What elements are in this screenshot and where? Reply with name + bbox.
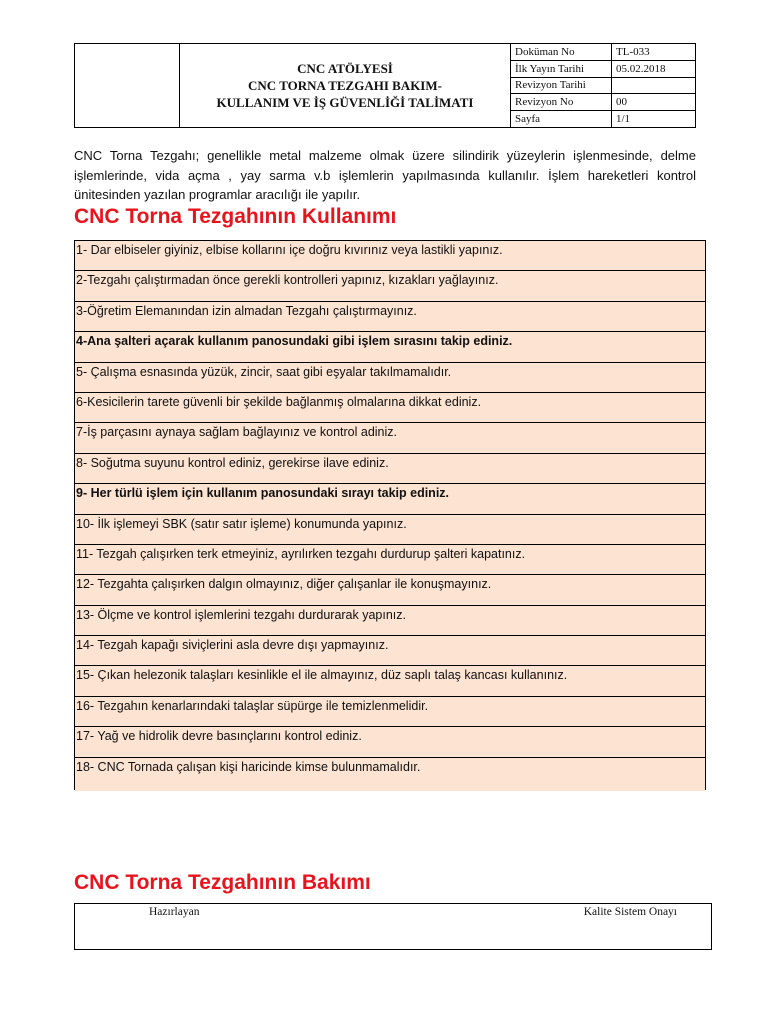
rule-row: 17- Yağ ve hidrolik devre basınçlarını kontrol ediniz. (75, 727, 705, 757)
meta-label: Revizyon Tarihi (511, 78, 612, 94)
meta-row (511, 111, 695, 127)
rule-row: 5- Çalışma esnasında yüzük, zincir, saat gibi eşyalar takılmamalıdır. (75, 363, 705, 393)
meta-row (511, 61, 695, 78)
title-line-3: KULLANIM VE İŞ GÜVENLİĞİ TALİMATI (216, 95, 474, 110)
approval-label: Kalite Sistem Onayı (583, 906, 677, 918)
maintenance-section-title: CNC Torna Tezgahının Bakımı (74, 871, 371, 894)
title-line-1: CNC ATÖLYESİ (297, 61, 393, 76)
intro-paragraph: CNC Torna Tezgahı; genellikle metal malzeme olmak üzere silindirik yüzeylerin işlenmesinde, delme işlemlerinde, vida açma , yay sarma v.b işlemlerin yapılmasında kullanılır. İşlem hareketleri kontrol ünitesinden yazılan programlar aracılığı ile yapılır. (74, 148, 696, 202)
meta-row (511, 94, 695, 111)
meta-label: Doküman No (511, 44, 612, 60)
rule-row: 7-İş parçasını aynaya sağlam bağlayınız ve kontrol adiniz. (75, 423, 705, 453)
rule-row: 11- Tezgah çalışırken terk etmeyiniz, ayrılırken tezgahı durdurup şalteri kapatınız. (75, 545, 705, 575)
rule-row: 15- Çıkan helezonik talaşları kesinlikle el ile almayınız, düz saplı talaş kancası kullanınız. (75, 666, 705, 696)
meta-label: Revizyon No (511, 94, 612, 110)
rule-row: 3-Öğretim Elemanından izin almadan Tezgahı çalıştırmayınız. (75, 302, 705, 332)
title-line-2: CNC TORNA TEZGAHI BAKIM- (248, 78, 442, 93)
signature-box (74, 903, 712, 950)
document-meta-table (511, 44, 695, 127)
rule-row: 4-Ana şalteri açarak kullanım panosundaki gibi işlem sırasını takip ediniz. (75, 332, 705, 362)
meta-row (511, 78, 695, 95)
rule-row: 8- Soğutma suyunu kontrol ediniz, gerekirse ilave ediniz. (75, 454, 705, 484)
rule-row: 12- Tezgahta çalışırken dalgın olmayınız, diğer çalışanlar ile konuşmayınız. (75, 575, 705, 605)
rule-row: 16- Tezgahın kenarlarındaki talaşlar süpürge ile temizlenmelidir. (75, 697, 705, 727)
logo-cell (75, 44, 180, 127)
usage-rules-table (74, 240, 706, 790)
meta-label: İlk Yayın Tarihi (511, 61, 612, 77)
meta-value: 00 (616, 96, 627, 109)
rule-row: 9- Her türlü işlem için kullanım panosundaki sırayı takip ediniz. (75, 484, 705, 514)
meta-value: 1/1 (616, 113, 631, 126)
meta-value (612, 78, 695, 94)
meta-row (511, 44, 695, 61)
document-header (74, 43, 696, 128)
rule-row: 13- Ölçme ve kontrol işlemlerini tezgahı durdurarak yapınız. (75, 606, 705, 636)
meta-value: TL-033 (616, 45, 650, 58)
usage-section-title: CNC Torna Tezgahının Kullanımı (74, 205, 397, 228)
rule-row: 1- Dar elbiseler giyiniz, elbise kollarını içe doğru kıvırınız veya lastikli yapınız. (75, 241, 705, 271)
rule-row: 18- CNC Tornada çalışan kişi haricinde kimse bulunmamalıdır. (75, 758, 705, 791)
rule-row: 6-Kesicilerin tarete güvenli bir şekilde bağlanmış olmalarına dikkat ediniz. (75, 393, 705, 423)
document-title (180, 44, 511, 127)
rule-row: 10- İlk işlemeyi SBK (satır satır işleme) konumunda yapınız. (75, 515, 705, 545)
meta-value: 05.02.2018 (616, 62, 666, 75)
rule-row: 14- Tezgah kapağı siviçlerini asla devre dışı yapmayınız. (75, 636, 705, 666)
meta-label: Sayfa (511, 111, 612, 127)
rule-row: 2-Tezgahı çalıştırmadan önce gerekli kontrolleri yapınız, kızakları yağlayınız. (75, 271, 705, 301)
prepared-by-label: Hazırlayan (149, 906, 200, 918)
